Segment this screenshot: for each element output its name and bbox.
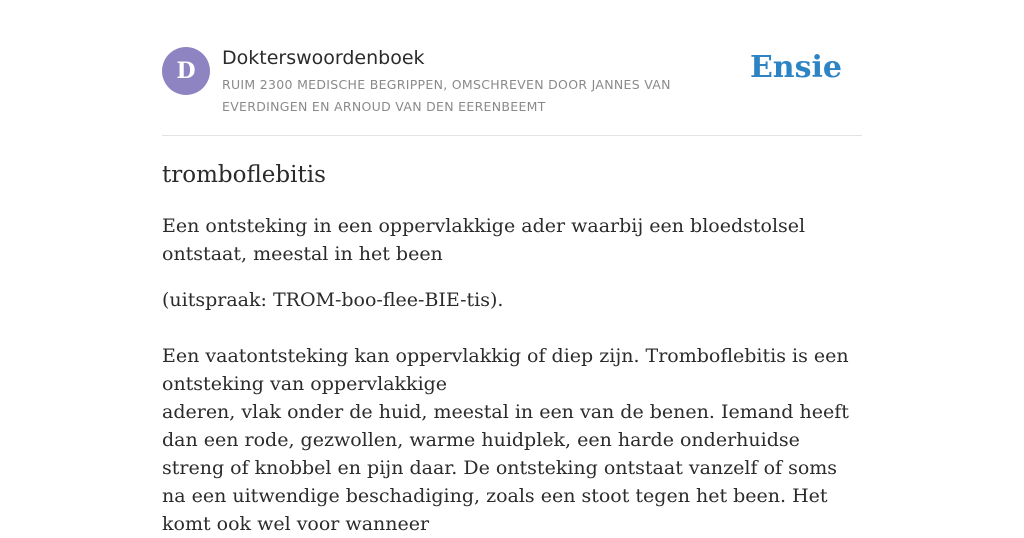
source-name-link[interactable]: Dokterswoordenboek (222, 47, 425, 69)
source-header (162, 44, 862, 136)
entry-definition: Een ontsteking in een oppervlakkige ader waarbij een bloedstolsel ontstaat, meestal in het been (162, 215, 806, 265)
entry-term: tromboflebitis (162, 162, 326, 188)
source-description: RUIM 2300 MEDISCHE BEGRIPPEN, OMSCHREVEN DOOR JANNES VAN EVERDINGEN EN ARNOUD VAN DEN EERENBEEMT (222, 77, 671, 114)
ensie-logo-link[interactable]: Ensie (749, 50, 842, 85)
entry-content (162, 158, 862, 538)
source-avatar[interactable]: D (162, 47, 210, 95)
entry-body: (uitspraak: TROM-boo-flee-BIE-tis). Een vaatontsteking kan oppervlakkig of diep zijn. Tromboflebitis is een ontsteking van oppervlakkige aderen, vlak onder de huid, meestal in een van de benen. Iemand heeft dan een rode, gezwollen, warme huidplek, een harde onderhuidse streng of knobbel en pijn daar. De ontsteking ontstaat vanzelf of soms na een uitwendige beschadiging, zoals een stoot tegen het been. Het komt ook wel voor wanneer (162, 289, 849, 535)
